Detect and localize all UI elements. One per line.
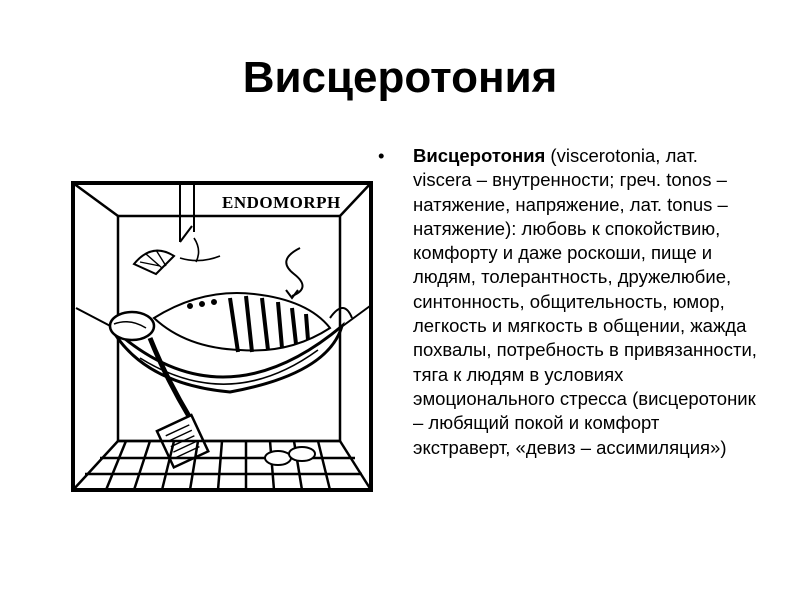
floor-board-line xyxy=(106,441,126,490)
figure-head xyxy=(110,312,154,340)
endomorph-hammock-illustration xyxy=(70,178,375,493)
definition-bullet xyxy=(378,144,788,460)
squiggle-arrow xyxy=(286,248,302,296)
endomorph-sign: ENDOMORPH xyxy=(222,193,341,212)
definition-text xyxy=(413,144,758,460)
slide-title: Висцеротония xyxy=(242,53,558,102)
slippers xyxy=(265,447,315,465)
bullet-marker: • xyxy=(378,145,385,166)
figure-body xyxy=(154,293,330,351)
definition-body: (viscerotonia, лат. viscera – внутренности; греч. tonos – натяжение, напряжение, лат. tonus – натяжение): любовь к спокойствию, комфорту и даже роскоши, пище и людям, толерантность, дружелюбие, синтонность, общительность, юмор, легкость и мягкость в общении, жажда похвалы, потребность в привязанности, тяга к людям в условиях эмоционального стресса (висцеротоник – любящий покой и комфорт экстраверт, «девиз – ассимиляция») xyxy=(413,145,757,458)
definition-term: Висцеротония xyxy=(413,145,546,166)
